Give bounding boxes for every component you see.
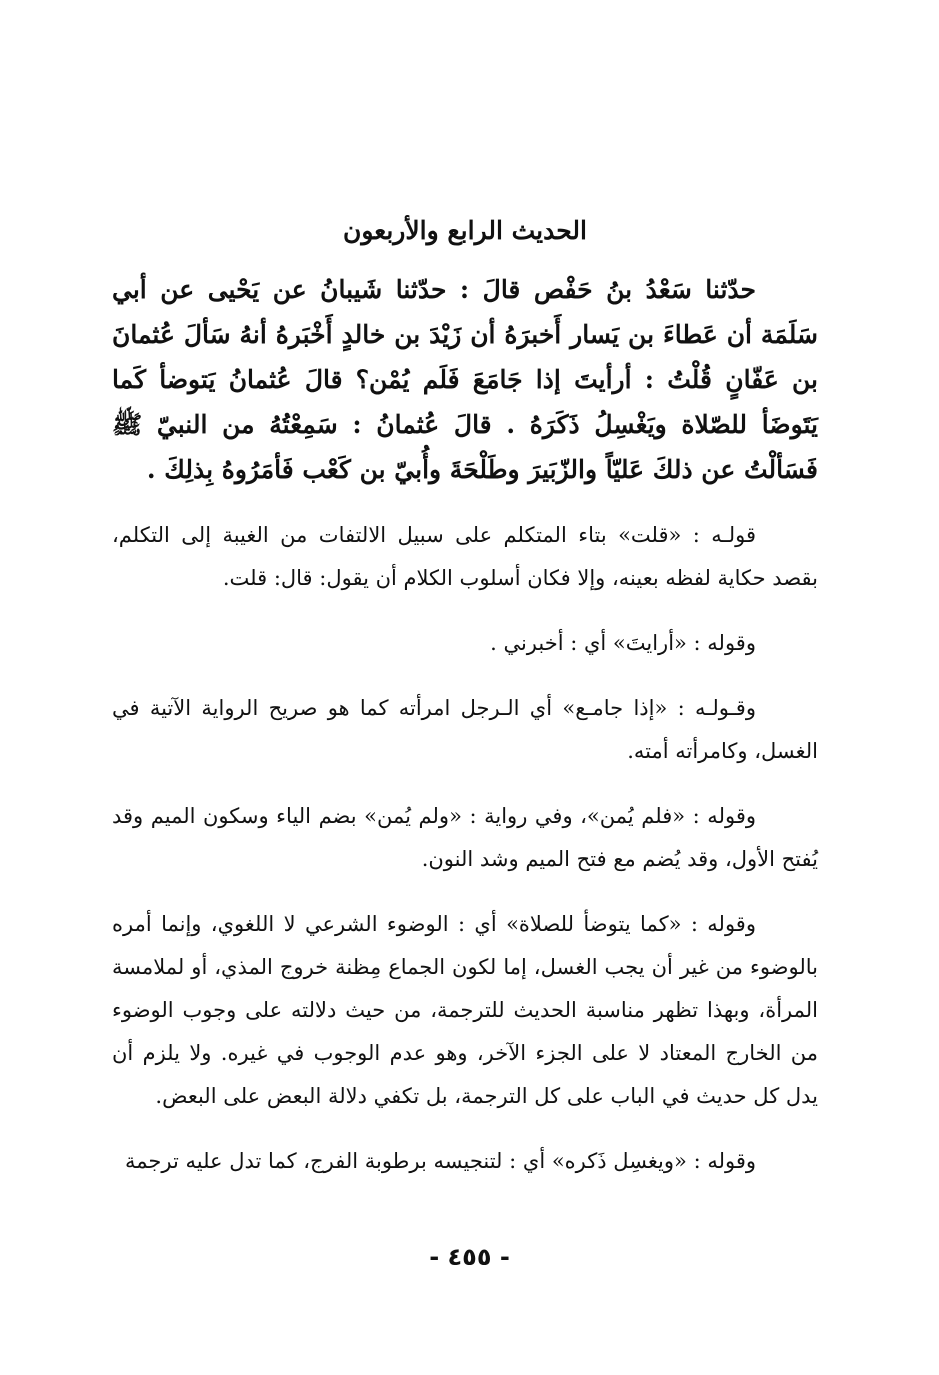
page-number: - ٤٥٥ - <box>429 1243 510 1271</box>
commentary-paragraph: وقوله : «فلم يُمن»، وفي رواية : «ولم يُمن» بضم الياء وسكون الميم وقد يُفتح الأول، وقد يُضم مع فتح الميم وشد النون. <box>112 804 818 871</box>
page-body <box>112 218 818 1183</box>
commentary-paragraph: وقوله : «أرايتَ» أي : أخبرني . <box>490 631 756 655</box>
commentary-paragraph: وقوله : «ويغسِل ذَكره» أي : لتنجيسه برطوبة الفرج، كما تدل عليه ترجمة <box>125 1149 756 1173</box>
hadith-heading: الحديث الرابع والأربعون <box>343 216 587 245</box>
hadith-text: حدّثنا سَعْدُ بنُ حَفْص قالَ : حدّثنا شَيبانُ عن يَحْيى عن أبي سَلَمَة أن عَطاءَ بن يَسار أَخبرَهُ أن زَيْدَ بن خالدٍ أَخْبَرهُ أنهُ سَألَ عُثمانَ بن عَفّانٍ قُلْتُ : أرأيتَ إذا جَامَعَ فَلَم يُمْن؟ قالَ عُثمانُ يَتوضأ كَما يَتَوضَأ للصّلاة ويَغْسِلُ ذَكَرَهُ . قالَ عُثمانُ : سَمِعْتُهُ من النبيّ ﷺ فَسَألْتُ عن ذلكَ عَليّاً والزّبَيرَ وطَلْحَةَ وأُبيّ بن كَعْب فَأمَرُوهُ بِذلِكَ . <box>112 275 818 484</box>
commentary-paragraph: قولـه : «قلت» بتاء المتكلم على سبيل الالتفات من الغيبة إلى التكلم، بقصد حكاية لفظه بعينه، وإلا فكان أسلوب الكلام أن يقول: قال: قلت. <box>112 523 818 590</box>
commentary-paragraph: وقـولـه : «إذا جامـع» أي الـرجل امرأته كما هو صريح الرواية الآتية في الغسل، وكامرأته أمته. <box>112 696 818 763</box>
commentary-paragraph: وقوله : «كما يتوضأ للصلاة» أي : الوضوء الشرعي لا اللغوي، وإنما أمره بالوضوء من غير أن يجب الغسل، إما لكون الجماع مِظنة خروج المذي، أو لملامسة المرأة، وبهذا تظهر مناسبة الحديث للترجمة، من حيث دلالته على وجوب الوضوء من الخارج المعتاد لا على الجزء الآخر، وهو عدم الوجوب في غيره. ولا يلزم أن يدل كل حديث في الباب على كل الترجمة، بل تكفي دلالة البعض على البعض. <box>112 912 818 1108</box>
